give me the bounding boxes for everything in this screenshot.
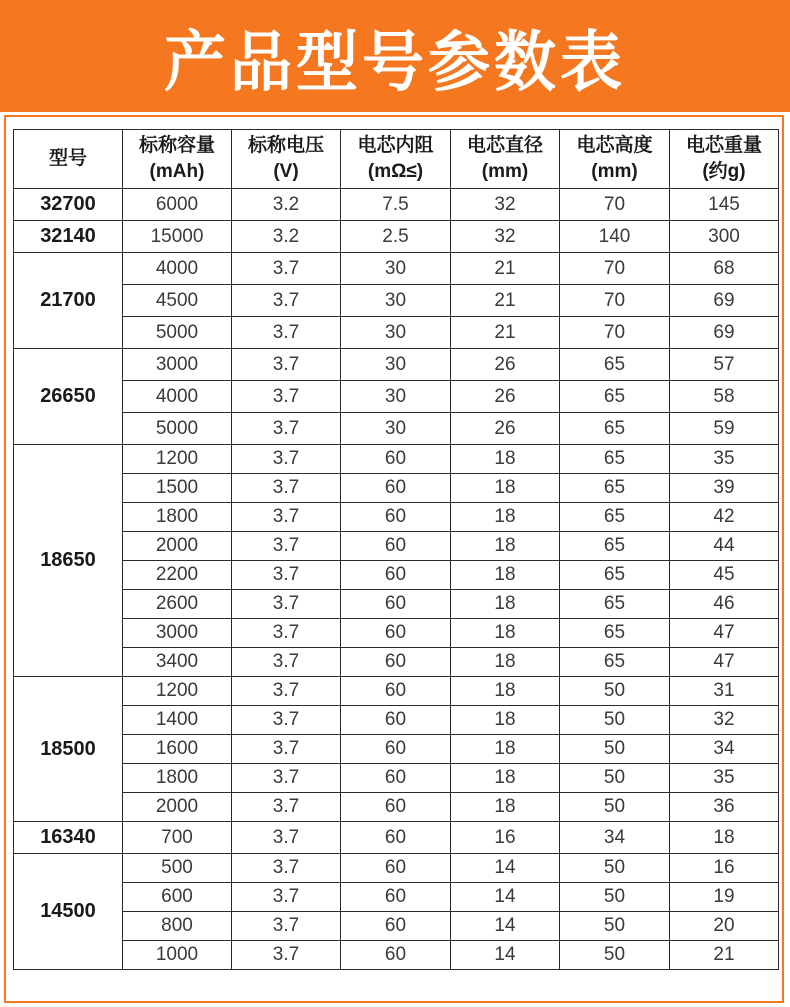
height-cell: 65	[560, 561, 670, 590]
voltage-cell: 3.7	[232, 317, 341, 349]
voltage-cell: 3.7	[232, 253, 341, 285]
diameter-cell: 21	[451, 285, 560, 317]
voltage-cell: 3.7	[232, 677, 341, 706]
diameter-cell: 18	[451, 590, 560, 619]
capacity-cell: 2000	[123, 793, 232, 822]
table-row	[14, 854, 779, 883]
resistance-cell: 30	[341, 349, 451, 381]
header-voltage: 标称电压 (V)	[232, 130, 341, 189]
height-cell: 50	[560, 941, 670, 970]
table-row	[14, 677, 779, 706]
model-cell: 21700	[14, 253, 123, 349]
header-row	[14, 130, 779, 189]
weight-cell: 35	[670, 445, 779, 474]
height-cell: 50	[560, 883, 670, 912]
voltage-cell: 3.7	[232, 532, 341, 561]
table-row	[14, 445, 779, 474]
height-cell: 65	[560, 349, 670, 381]
model-cell: 14500	[14, 854, 123, 970]
weight-cell: 39	[670, 474, 779, 503]
voltage-cell: 3.7	[232, 912, 341, 941]
spec-table	[13, 129, 779, 970]
voltage-cell: 3.7	[232, 619, 341, 648]
height-cell: 65	[560, 503, 670, 532]
weight-cell: 145	[670, 189, 779, 221]
height-cell: 65	[560, 532, 670, 561]
table-row	[14, 253, 779, 285]
voltage-cell: 3.7	[232, 285, 341, 317]
header-diameter: 电芯直径 (mm)	[451, 130, 560, 189]
weight-cell: 57	[670, 349, 779, 381]
height-cell: 65	[560, 413, 670, 445]
resistance-cell: 30	[341, 381, 451, 413]
table-row	[14, 221, 779, 253]
model-cell: 18500	[14, 677, 123, 822]
height-cell: 50	[560, 793, 670, 822]
resistance-cell: 30	[341, 285, 451, 317]
capacity-cell: 6000	[123, 189, 232, 221]
height-cell: 70	[560, 189, 670, 221]
resistance-cell: 60	[341, 590, 451, 619]
voltage-cell: 3.2	[232, 221, 341, 253]
weight-cell: 31	[670, 677, 779, 706]
resistance-cell: 60	[341, 648, 451, 677]
weight-cell: 47	[670, 619, 779, 648]
capacity-cell: 1000	[123, 941, 232, 970]
diameter-cell: 18	[451, 764, 560, 793]
model-cell: 32700	[14, 189, 123, 221]
resistance-cell: 7.5	[341, 189, 451, 221]
weight-cell: 59	[670, 413, 779, 445]
diameter-cell: 18	[451, 793, 560, 822]
weight-cell: 34	[670, 735, 779, 764]
resistance-cell: 60	[341, 445, 451, 474]
diameter-cell: 18	[451, 474, 560, 503]
table-row	[14, 532, 779, 561]
diameter-cell: 18	[451, 706, 560, 735]
height-cell: 65	[560, 619, 670, 648]
table-row	[14, 317, 779, 349]
diameter-cell: 18	[451, 735, 560, 764]
capacity-cell: 2000	[123, 532, 232, 561]
voltage-cell: 3.7	[232, 503, 341, 532]
diameter-cell: 18	[451, 648, 560, 677]
height-cell: 50	[560, 677, 670, 706]
resistance-cell: 30	[341, 413, 451, 445]
resistance-cell: 60	[341, 854, 451, 883]
table-row	[14, 285, 779, 317]
height-cell: 70	[560, 285, 670, 317]
table-row	[14, 189, 779, 221]
resistance-cell: 60	[341, 735, 451, 764]
capacity-cell: 600	[123, 883, 232, 912]
diameter-cell: 18	[451, 503, 560, 532]
capacity-cell: 2600	[123, 590, 232, 619]
resistance-cell: 60	[341, 912, 451, 941]
voltage-cell: 3.2	[232, 189, 341, 221]
weight-cell: 18	[670, 822, 779, 854]
table-row	[14, 349, 779, 381]
height-cell: 50	[560, 706, 670, 735]
diameter-cell: 32	[451, 221, 560, 253]
voltage-cell: 3.7	[232, 822, 341, 854]
diameter-cell: 26	[451, 381, 560, 413]
resistance-cell: 60	[341, 503, 451, 532]
title-banner	[0, 0, 790, 112]
weight-cell: 35	[670, 764, 779, 793]
weight-cell: 58	[670, 381, 779, 413]
diameter-cell: 18	[451, 677, 560, 706]
diameter-cell: 21	[451, 253, 560, 285]
resistance-cell: 60	[341, 793, 451, 822]
table-row	[14, 413, 779, 445]
voltage-cell: 3.7	[232, 854, 341, 883]
height-cell: 65	[560, 474, 670, 503]
header-height: 电芯高度 (mm)	[560, 130, 670, 189]
weight-cell: 300	[670, 221, 779, 253]
table-row	[14, 590, 779, 619]
diameter-cell: 26	[451, 349, 560, 381]
voltage-cell: 3.7	[232, 735, 341, 764]
weight-cell: 45	[670, 561, 779, 590]
capacity-cell: 4000	[123, 253, 232, 285]
voltage-cell: 3.7	[232, 648, 341, 677]
page-title: 产品型号参数表	[163, 22, 626, 100]
height-cell: 50	[560, 735, 670, 764]
height-cell: 50	[560, 764, 670, 793]
table-row	[14, 706, 779, 735]
height-cell: 65	[560, 590, 670, 619]
model-cell: 32140	[14, 221, 123, 253]
capacity-cell: 5000	[123, 413, 232, 445]
capacity-cell: 15000	[123, 221, 232, 253]
voltage-cell: 3.7	[232, 706, 341, 735]
header-model: 型号	[14, 130, 123, 189]
table-row	[14, 912, 779, 941]
table-row	[14, 941, 779, 970]
diameter-cell: 18	[451, 619, 560, 648]
height-cell: 65	[560, 381, 670, 413]
capacity-cell: 4500	[123, 285, 232, 317]
weight-cell: 69	[670, 317, 779, 349]
diameter-cell: 26	[451, 413, 560, 445]
weight-cell: 69	[670, 285, 779, 317]
table-body	[14, 189, 779, 970]
capacity-cell: 500	[123, 854, 232, 883]
diameter-cell: 18	[451, 561, 560, 590]
weight-cell: 16	[670, 854, 779, 883]
resistance-cell: 60	[341, 677, 451, 706]
height-cell: 70	[560, 253, 670, 285]
height-cell: 70	[560, 317, 670, 349]
resistance-cell: 30	[341, 317, 451, 349]
resistance-cell: 60	[341, 941, 451, 970]
height-cell: 50	[560, 854, 670, 883]
table-row	[14, 648, 779, 677]
resistance-cell: 30	[341, 253, 451, 285]
capacity-cell: 5000	[123, 317, 232, 349]
capacity-cell: 4000	[123, 381, 232, 413]
weight-cell: 68	[670, 253, 779, 285]
voltage-cell: 3.7	[232, 381, 341, 413]
voltage-cell: 3.7	[232, 793, 341, 822]
height-cell: 34	[560, 822, 670, 854]
diameter-cell: 14	[451, 883, 560, 912]
voltage-cell: 3.7	[232, 941, 341, 970]
capacity-cell: 1500	[123, 474, 232, 503]
capacity-cell: 3000	[123, 349, 232, 381]
table-row	[14, 561, 779, 590]
table-row	[14, 883, 779, 912]
table-row	[14, 503, 779, 532]
table-row	[14, 822, 779, 854]
weight-cell: 21	[670, 941, 779, 970]
resistance-cell: 60	[341, 561, 451, 590]
table-row	[14, 735, 779, 764]
weight-cell: 32	[670, 706, 779, 735]
table-row	[14, 764, 779, 793]
table-row	[14, 381, 779, 413]
capacity-cell: 700	[123, 822, 232, 854]
height-cell: 65	[560, 648, 670, 677]
model-cell: 26650	[14, 349, 123, 445]
diameter-cell: 14	[451, 912, 560, 941]
header-resistance: 电芯内阻 (mΩ≤)	[341, 130, 451, 189]
resistance-cell: 60	[341, 474, 451, 503]
diameter-cell: 18	[451, 532, 560, 561]
height-cell: 65	[560, 445, 670, 474]
capacity-cell: 1600	[123, 735, 232, 764]
diameter-cell: 14	[451, 854, 560, 883]
diameter-cell: 32	[451, 189, 560, 221]
model-cell: 16340	[14, 822, 123, 854]
table-row	[14, 619, 779, 648]
capacity-cell: 1800	[123, 503, 232, 532]
resistance-cell: 60	[341, 822, 451, 854]
header-weight: 电芯重量 (约g)	[670, 130, 779, 189]
weight-cell: 42	[670, 503, 779, 532]
diameter-cell: 16	[451, 822, 560, 854]
capacity-cell: 800	[123, 912, 232, 941]
resistance-cell: 60	[341, 883, 451, 912]
diameter-cell: 14	[451, 941, 560, 970]
table-row	[14, 474, 779, 503]
weight-cell: 46	[670, 590, 779, 619]
capacity-cell: 1400	[123, 706, 232, 735]
voltage-cell: 3.7	[232, 413, 341, 445]
voltage-cell: 3.7	[232, 561, 341, 590]
voltage-cell: 3.7	[232, 883, 341, 912]
voltage-cell: 3.7	[232, 474, 341, 503]
voltage-cell: 3.7	[232, 764, 341, 793]
voltage-cell: 3.7	[232, 590, 341, 619]
weight-cell: 20	[670, 912, 779, 941]
weight-cell: 47	[670, 648, 779, 677]
resistance-cell: 60	[341, 532, 451, 561]
height-cell: 140	[560, 221, 670, 253]
capacity-cell: 1200	[123, 445, 232, 474]
resistance-cell: 2.5	[341, 221, 451, 253]
capacity-cell: 2200	[123, 561, 232, 590]
capacity-cell: 3000	[123, 619, 232, 648]
capacity-cell: 1800	[123, 764, 232, 793]
diameter-cell: 21	[451, 317, 560, 349]
weight-cell: 36	[670, 793, 779, 822]
weight-cell: 44	[670, 532, 779, 561]
header-capacity: 标称容量 (mAh)	[123, 130, 232, 189]
resistance-cell: 60	[341, 706, 451, 735]
height-cell: 50	[560, 912, 670, 941]
resistance-cell: 60	[341, 619, 451, 648]
model-cell: 18650	[14, 445, 123, 677]
capacity-cell: 1200	[123, 677, 232, 706]
resistance-cell: 60	[341, 764, 451, 793]
diameter-cell: 18	[451, 445, 560, 474]
weight-cell: 19	[670, 883, 779, 912]
capacity-cell: 3400	[123, 648, 232, 677]
table-row	[14, 793, 779, 822]
voltage-cell: 3.7	[232, 445, 341, 474]
voltage-cell: 3.7	[232, 349, 341, 381]
